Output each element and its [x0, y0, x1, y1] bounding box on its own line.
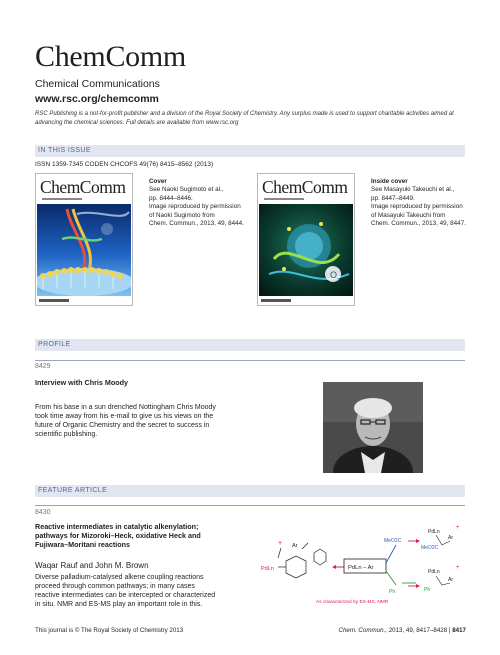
inside-cover-caption-line: pp. 8447–8449.	[371, 194, 415, 202]
scheme-caption: As characterized by ES-MS, NMR	[316, 600, 389, 605]
inside-cover-rsc-logo	[261, 299, 291, 302]
section-heading-in-this-issue: IN THIS ISSUE	[35, 145, 465, 157]
scheme-bottom-mid: Ph	[389, 589, 396, 595]
inside-cover-caption-line: Image reproduced by permission	[371, 203, 463, 211]
inside-cover-caption-line: See Masayuki Takeuchi et al.,	[371, 186, 455, 194]
section-heading-feature-article: FEATURE ARTICLE	[35, 485, 465, 497]
svg-text:2: 2	[337, 278, 340, 284]
profile-abstract-line: future of Organic Chemistry and the secret to success in	[35, 422, 210, 429]
cover-title-text: ChemComm	[40, 177, 126, 197]
publisher-note: RSC Publishing is a not-for-profit publisher and a division of the Royal Society of Chemistry. Any surplus made is used to support charitable activities aimed at advancing the chemical sciences. Full details are available from www.rsc.org	[35, 111, 454, 126]
cover-rsc-logo	[39, 299, 69, 302]
scheme-bottom-r2: Ar	[448, 577, 453, 583]
footer-copyright: This journal is © The Royal Society of Chemistry 2013	[35, 627, 184, 634]
inside-cover-caption-line: Chem. Commun., 2013, 49, 8447.	[371, 220, 466, 228]
reaction-scheme-graphic	[256, 523, 466, 608]
feature-page-number: 8430	[35, 509, 51, 516]
scheme-plus-sign: +	[278, 540, 283, 547]
inside-cover-image[interactable]	[257, 173, 355, 306]
journal-url-link[interactable]: www.rsc.org/chemcomm	[35, 93, 159, 105]
cover-caption-line: of Naoki Sugimoto from	[149, 211, 215, 219]
footer-citation-text: 2013, 49, 8417–8428 |	[386, 627, 453, 634]
profile-title-link[interactable]: Interview with Chris Moody	[35, 378, 129, 387]
scheme-bottom-r1: PdLn	[428, 569, 440, 575]
issn-line: ISSN 1359-7345 CODEN CHCOFS 49(76) 8415–8562 (2013)	[35, 161, 214, 168]
section-heading-profile: PROFILE	[35, 339, 465, 351]
feature-abstract-line: proceed through common pathways; in many cases	[35, 583, 195, 590]
cover-subtitle-bar	[42, 198, 82, 200]
scheme-left-pd: PdLn	[261, 566, 274, 572]
footer-page-number: 8417	[452, 627, 466, 634]
inside-cover-subtitle-bar	[264, 198, 304, 200]
feature-title-line: Reactive intermediates in catalytic alkenylation;	[35, 522, 199, 531]
divider	[35, 360, 465, 361]
feature-abstract-line: in situ. NMR and ES-MS play an important role in this.	[35, 601, 203, 608]
journal-title: ChemComm	[35, 40, 186, 73]
feature-title-line: Fujiwara–Moritani reactions	[35, 540, 131, 549]
cover-label: Cover	[149, 178, 167, 185]
cover-caption-line: See Naoki Sugimoto et al.,	[149, 186, 224, 194]
cover-caption-line: pp. 8444–8446.	[149, 194, 193, 202]
portrait-image	[323, 382, 423, 473]
profile-abstract-line: took time away from his e-mail to give us his views on the	[35, 413, 214, 420]
inside-cover-caption-line: of Masayuki Takeuchi from	[371, 211, 446, 219]
scheme-bottom-r3: Ph	[424, 587, 431, 593]
feature-abstract-line: Diverse palladium-catalysed alkene coupling reactions	[35, 574, 204, 581]
feature-title-line: pathways for Mizoroki–Heck, oxidative Heck and	[35, 531, 201, 540]
inside-cover-label: Inside cover	[371, 178, 408, 185]
cover-caption-line: Chem. Commun., 2013, 49, 8444.	[149, 220, 244, 228]
scheme-left-ar: Ar	[292, 543, 298, 549]
cover-caption	[149, 178, 249, 228]
footer-journal: Chem. Commun.,	[338, 627, 387, 634]
profile-abstract-line: From his base in a sun drenched Nottingham Chris Moody	[35, 404, 216, 411]
footer-citation	[304, 627, 466, 634]
scheme-top-plus: +	[456, 525, 460, 531]
cover-image[interactable]	[35, 173, 133, 306]
divider	[35, 505, 465, 506]
scheme-top-r1: PdLn	[428, 529, 440, 535]
feature-title-link[interactable]	[35, 522, 265, 549]
scheme-center-label: PdLn – Ar	[348, 565, 374, 571]
inside-cover-artwork	[259, 204, 353, 296]
svg-text:O: O	[330, 270, 338, 280]
profile-abstract	[35, 403, 310, 439]
inside-cover-caption	[371, 178, 471, 228]
cover-artwork	[37, 204, 131, 296]
feature-abstract	[35, 573, 275, 609]
scheme-top-mid: MeO2C	[384, 538, 402, 544]
profile-photo	[323, 382, 423, 473]
cover-caption-line: Image reproduced by permission	[149, 203, 241, 211]
journal-subtitle: Chemical Communications	[35, 78, 160, 90]
scheme-bottom-plus: +	[456, 565, 460, 571]
feature-abstract-line: reactive intermediates can be intercepted or characterized	[35, 592, 216, 599]
inside-cover-title-text: ChemComm	[262, 177, 348, 197]
scheme-top-r3: MeO2C	[421, 545, 439, 551]
profile-abstract-line: scientific publishing.	[35, 431, 98, 438]
profile-page-number: 8429	[35, 363, 51, 370]
feature-authors: Waqar Rauf and John M. Brown	[35, 561, 149, 570]
scheme-top-r2: Ar	[448, 535, 453, 541]
